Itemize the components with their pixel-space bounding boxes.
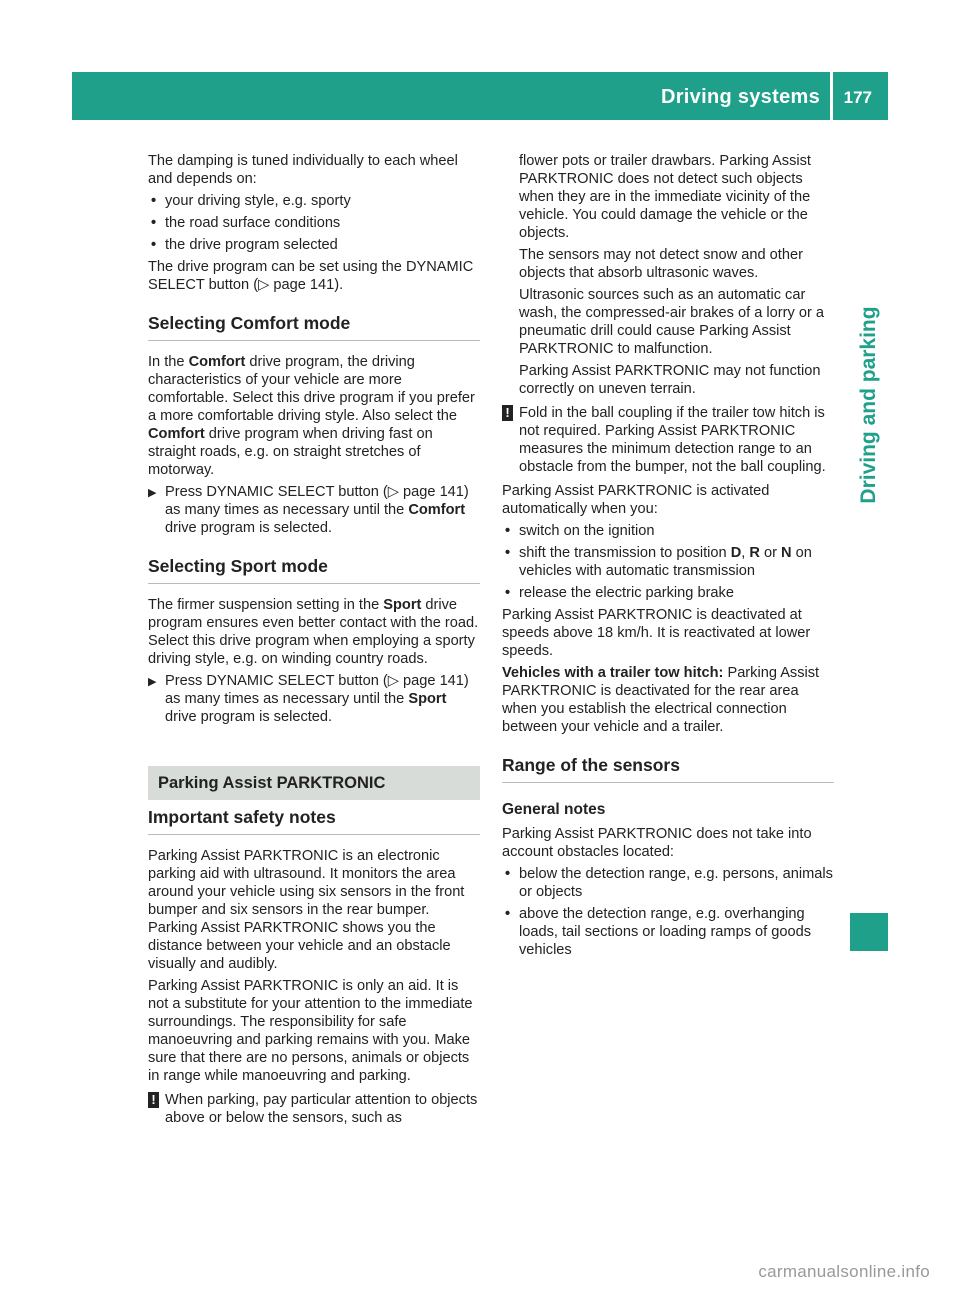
step-arrow-icon: ▶ (148, 487, 157, 499)
text: The drive program can be set using the DYNAMIC SELECT button ( (148, 259, 474, 293)
warning-icon: ! (502, 405, 513, 421)
damping-factors-list (148, 192, 480, 254)
warning-continuation-3: Ultrasonic sources such as an automatic car wash, the compressed-air brakes of a lorry or a pneumatic drill could cause Parking Assist PARKTRONIC to malfunction. (519, 287, 824, 357)
text: on vehicles with automatic transmission (519, 545, 812, 579)
page-reference-link[interactable]: ▷ page 141). (258, 277, 344, 293)
text: Parking Assist PARKTRONIC is deactivated for the rear area when you establish the electrical connection between your vehicle and a trailer. (502, 665, 820, 735)
warning-icon: ! (148, 1092, 159, 1108)
list-item: • above the detection range, e.g. overhanging loads, tail sections or loading ramps of goods vehicles (502, 905, 834, 959)
heading-sensor-range: Range of the sensors (502, 756, 834, 783)
bold-text: R (749, 545, 760, 561)
page-reference-link[interactable]: ▷ page 141) (387, 484, 469, 500)
header-bar (72, 72, 888, 120)
bold-text: D (730, 545, 742, 561)
list-item: • the drive program selected (148, 236, 480, 254)
text: Press DYNAMIC SELECT button ( (165, 673, 388, 689)
step-arrow-icon: ▶ (148, 676, 157, 688)
left-column (148, 152, 480, 1133)
step-sport (148, 672, 480, 726)
list-item: • release the electric parking brake (502, 584, 834, 602)
text: drive program, the driving characteristics of your vehicle are more comfortable. Select this drive program if you prefer a more comfortable driving style. Also select the (148, 354, 475, 424)
heading-sport-mode: Selecting Sport mode (148, 557, 480, 584)
header-separator (830, 72, 833, 120)
list-item: • the road surface conditions (148, 214, 480, 232)
side-tab (850, 270, 888, 540)
watermark: carmanualsonline.info (758, 1262, 930, 1281)
general-paragraph: Parking Assist PARKTRONIC does not take into account obstacles located: (502, 826, 812, 860)
text: Press DYNAMIC SELECT button ( (165, 484, 388, 500)
header-title: Driving systems (660, 86, 820, 108)
text: shift the transmission to position (519, 545, 731, 561)
section-band-parktronic: Parking Assist PARKTRONIC (148, 766, 480, 800)
list-item: • your driving style, e.g. sporty (148, 192, 480, 210)
bold-text: Vehicles with a trailer tow hitch: (502, 665, 724, 681)
text: as many times as necessary until the (165, 502, 409, 518)
warning-continuation-2: The sensors may not detect snow and other objects that absorb ultrasonic waves. (519, 247, 803, 281)
heading-general-notes: General notes (502, 801, 606, 818)
text: The firmer suspension setting in the (148, 597, 384, 613)
trailer-paragraph (502, 664, 834, 736)
step-comfort (148, 483, 480, 537)
warning-text: When parking, pay particular attention to objects above or below the sensors, such as (165, 1092, 478, 1126)
deactivation-paragraph: Parking Assist PARKTRONIC is deactivated at speeds above 18 km/h. It is reactivated at lower speeds. (502, 607, 811, 659)
bold-text: Sport (408, 691, 447, 707)
warning-note (502, 404, 834, 476)
text: drive program ensures even better contact with the road. Select this drive program when employing a sporty driving style, e.g. on winding country roads. (148, 597, 479, 667)
warning-continuation-1: flower pots or trailer drawbars. Parking Assist PARKTRONIC does not detect such objects when they are in the immediate vicinity of the vehicle. You could damage the vehicle or the objects. (519, 153, 811, 241)
warning-text: Fold in the ball coupling if the trailer tow hitch is not required. Parking Assist PARKTRONIC measures the minimum detection range to an obstacle from the bumper, not the ball coupling. (519, 405, 826, 475)
text: drive program is selected. (165, 709, 333, 725)
drive-program-paragraph (148, 258, 480, 294)
range-list (502, 865, 834, 959)
text: or (759, 545, 782, 561)
right-column (502, 152, 834, 963)
heading-comfort-mode: Selecting Comfort mode (148, 314, 480, 341)
bold-text: Comfort (408, 502, 466, 518)
text: drive program when driving fast on straight roads, e.g. on straight stretches of motorway. (148, 426, 433, 478)
safety-paragraph-1: Parking Assist PARKTRONIC is an electronic parking aid with ultrasound. It monitors the area around your vehicle using six sensors in the front bumper and six sensors in the rear bumper. Parking Assist PARKTRONIC shows you the distance between your vehicle and an obstacle visually and audibly. (148, 848, 465, 972)
text: , (741, 545, 750, 561)
safety-paragraph-2: Parking Assist PARKTRONIC is only an aid. It is not a substitute for your attention to the immediate surroundings. The responsibility for safe manoeuvring and parking remains with you. Make sure that there are no persons, animals or objects in range while manoeuvring and parking. (148, 978, 473, 1084)
text: drive program is selected. (165, 520, 333, 536)
side-marker (850, 913, 888, 951)
bold-text: Comfort (188, 354, 246, 370)
bold-text: Comfort (148, 426, 205, 442)
heading-safety-notes: Important safety notes (148, 808, 480, 835)
warning-note (148, 1091, 480, 1127)
text: as many times as necessary until the (165, 691, 409, 707)
activation-paragraph: Parking Assist PARKTRONIC is activated automatically when you: (502, 483, 770, 517)
bold-text: N (781, 545, 792, 561)
page-number: 177 (843, 88, 872, 107)
comfort-paragraph (148, 353, 480, 479)
sport-paragraph (148, 596, 480, 668)
text: In the (148, 354, 189, 370)
warning-continuation-4: Parking Assist PARKTRONIC may not function correctly on uneven terrain. (519, 363, 821, 397)
list-item (502, 544, 834, 580)
list-item: • below the detection range, e.g. persons, animals or objects (502, 865, 834, 901)
intro-paragraph: The damping is tuned individually to each wheel and depends on: (148, 153, 458, 187)
bold-text: Sport (383, 597, 422, 613)
side-tab-label: Driving and parking (857, 306, 880, 504)
page-reference-link[interactable]: ▷ page 141) (387, 673, 469, 689)
activation-list (502, 522, 834, 602)
list-item: • switch on the ignition (502, 522, 834, 540)
